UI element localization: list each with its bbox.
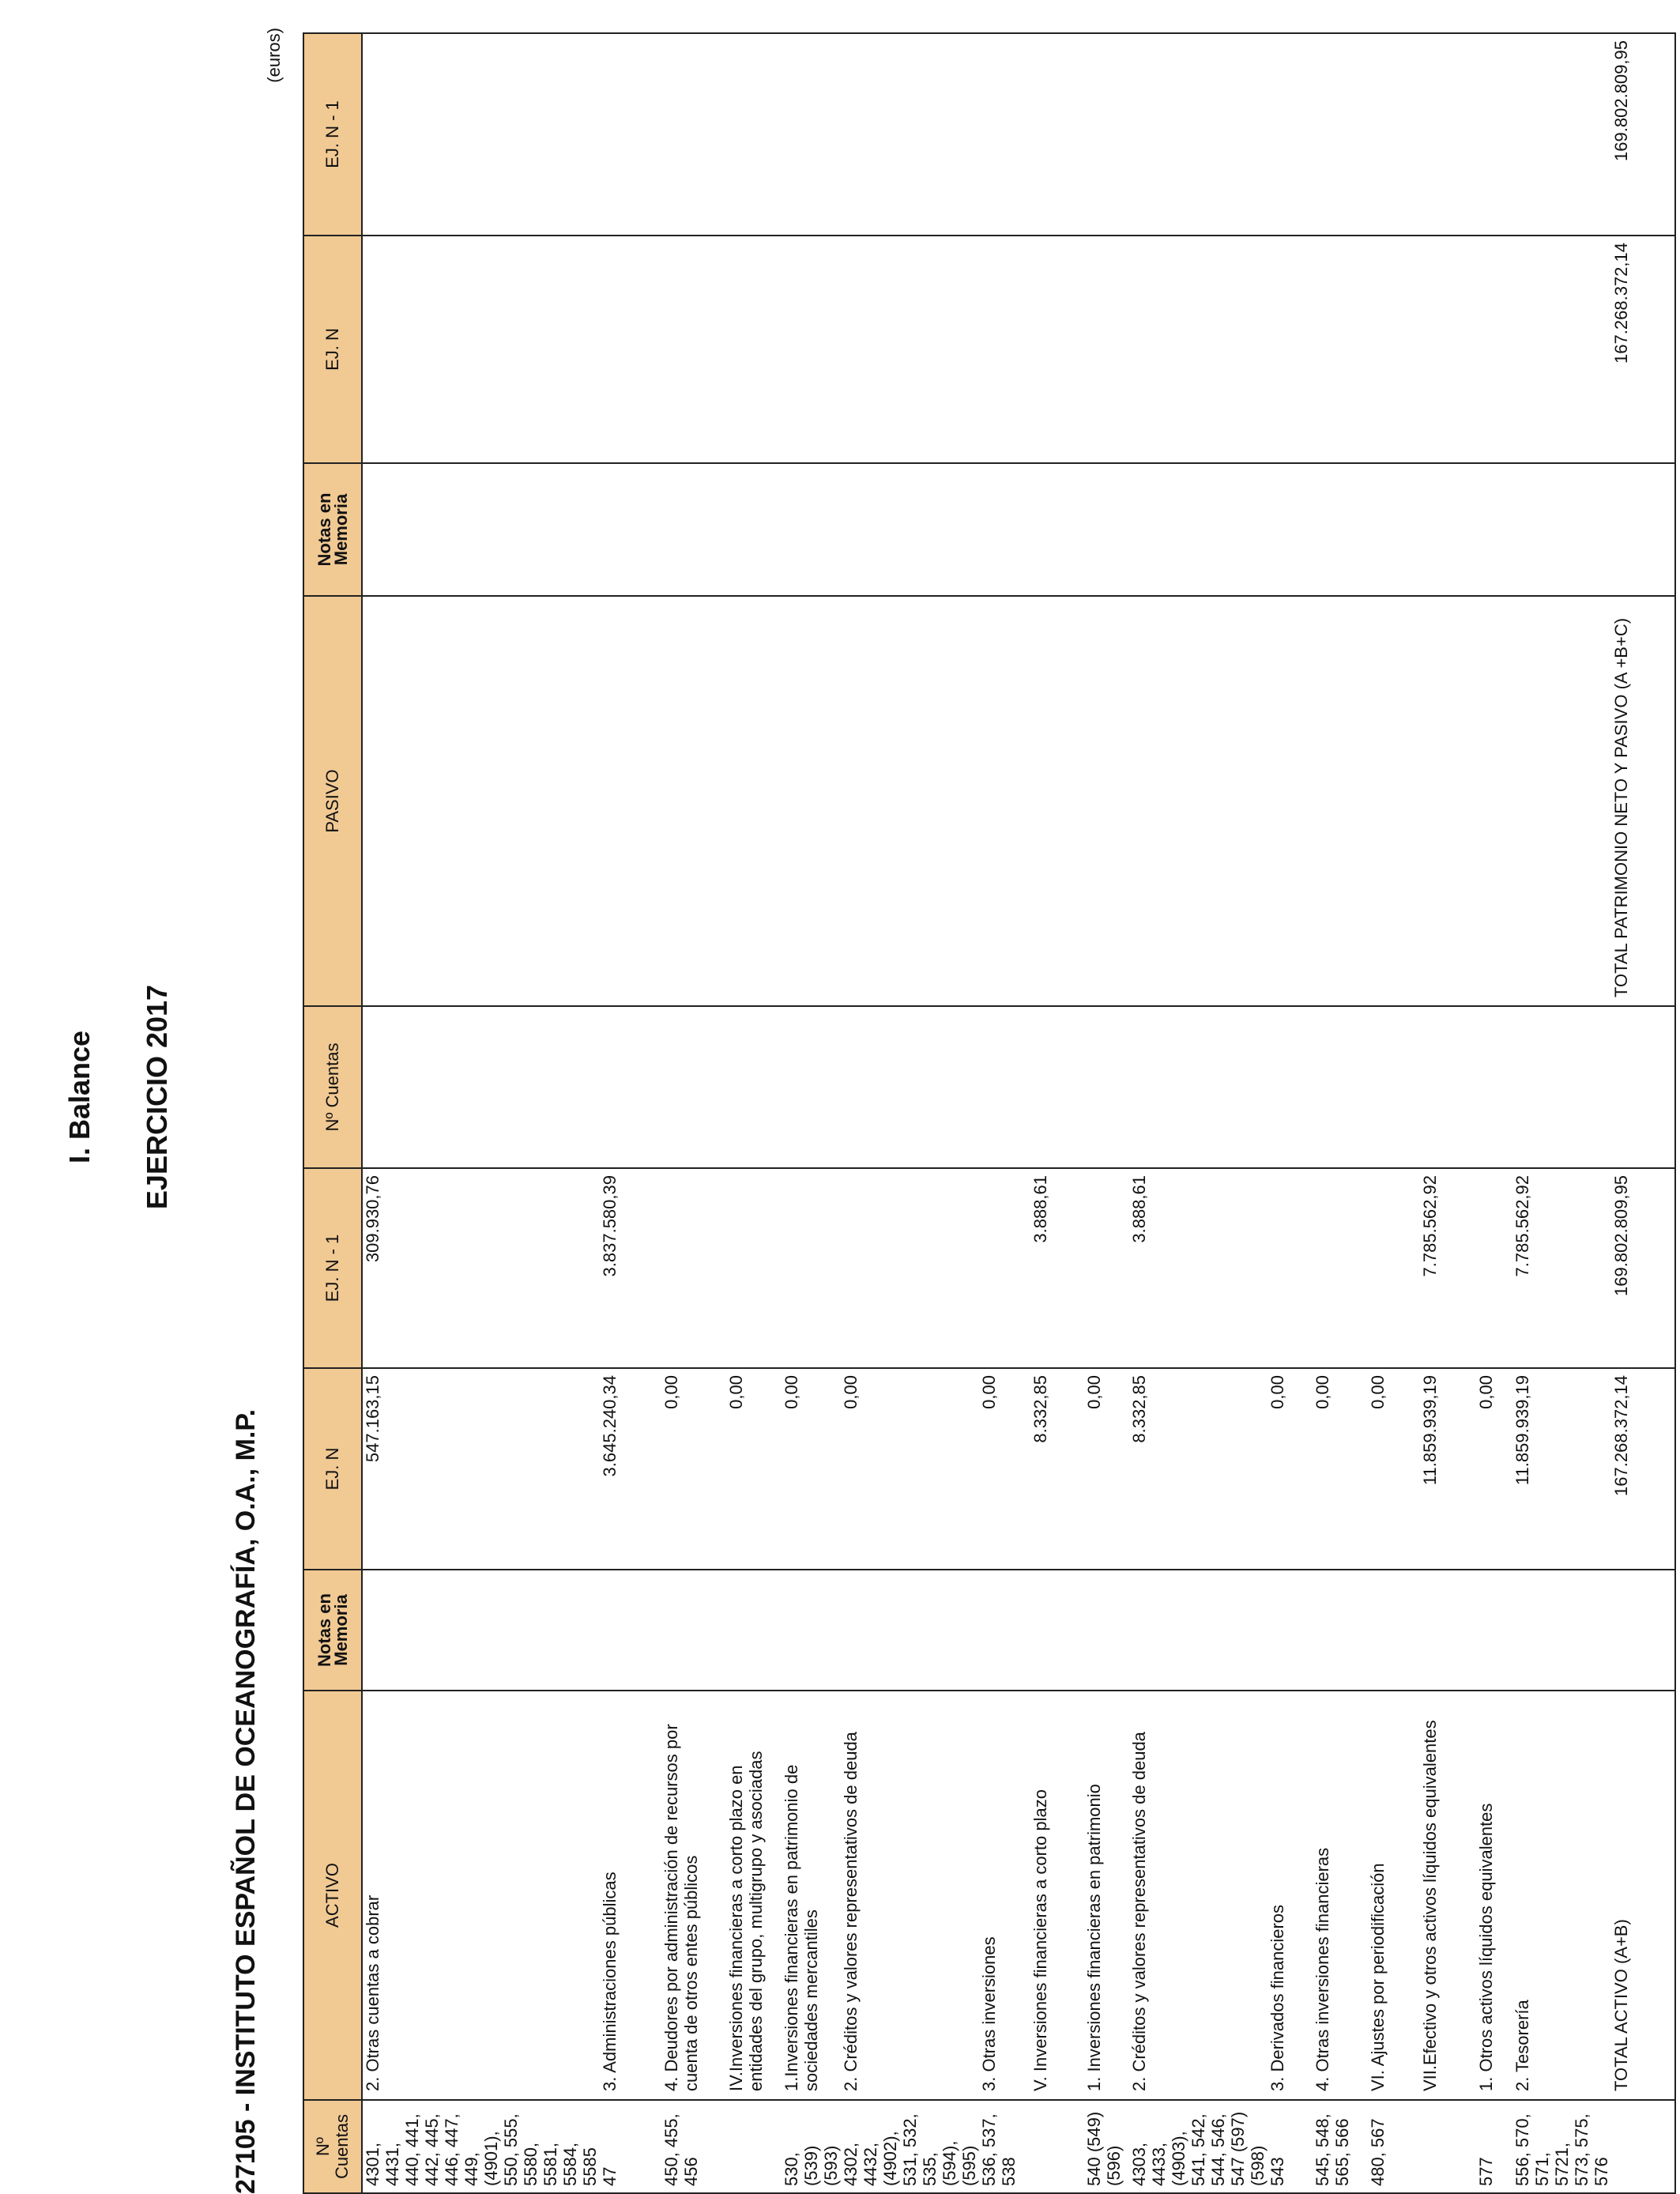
notas-cell	[1611, 1570, 1675, 1691]
notas-pasivo-cell	[600, 463, 661, 596]
activo-cell: VII.Efectivo y otros activos líquidos equivalentes	[1420, 1691, 1476, 2100]
table-row	[1476, 33, 1512, 2193]
ejn1-cell	[1084, 1168, 1129, 1368]
cuenta-cell: 47	[600, 2100, 661, 2193]
ejn1-pasivo-cell	[362, 33, 600, 236]
pasivo-cell	[362, 596, 600, 1006]
table-row	[979, 33, 1030, 2193]
table-row	[1084, 33, 1129, 2193]
notas-cell	[782, 1570, 841, 1691]
ejn1-pasivo-cell	[1084, 33, 1129, 236]
cuenta-cell: 4303, 4433, (4903), 541, 542, 544, 546, 547 (597) (598)	[1129, 2100, 1268, 2193]
pasivo-cell	[1420, 596, 1476, 1006]
cuenta-cell: 4302, 4432, (4902), 531, 532, 535, (594), (595)	[841, 2100, 979, 2193]
page-subtitle: EJERCICIO 2017	[141, 984, 173, 1210]
ejn-cell: 11.859.939,19	[1512, 1368, 1611, 1570]
table-row	[600, 33, 661, 2193]
cuenta-cell: 545, 548, 565, 566	[1313, 2100, 1368, 2193]
notas-pasivo-cell	[1420, 463, 1476, 596]
notas-cell	[841, 1570, 979, 1691]
col-header-pasivo: PASIVO	[303, 596, 362, 1006]
notas-pasivo-cell	[1030, 463, 1084, 596]
cuenta-cell	[1420, 2100, 1476, 2193]
notas-cell	[1084, 1570, 1129, 1691]
ejn1-cell	[1268, 1168, 1313, 1368]
table-row	[1030, 33, 1084, 2193]
notas-pasivo-cell	[841, 463, 979, 596]
ejn-pasivo-cell	[1268, 236, 1313, 463]
ejn1-pasivo-cell	[841, 33, 979, 236]
notas-pasivo-cell	[1084, 463, 1129, 596]
ejn-pasivo-cell	[362, 236, 600, 463]
activo-cell: 2. Otras cuentas a cobrar	[362, 1691, 600, 2100]
notas-pasivo-cell	[1129, 463, 1268, 596]
cuenta-pasivo-cell	[362, 1006, 600, 1168]
ejn-pasivo-cell	[1476, 236, 1512, 463]
ejn1-pasivo-cell	[1129, 33, 1268, 236]
cuenta-cell	[1611, 2100, 1675, 2193]
ejn-cell: 0,00	[1084, 1368, 1129, 1570]
ejn1-cell: 7.785.562,92	[1512, 1168, 1611, 1368]
ejn1-pasivo-cell	[1420, 33, 1476, 236]
table-row	[1368, 33, 1420, 2193]
table-row	[1611, 33, 1675, 2193]
cuenta-cell: 577	[1476, 2100, 1512, 2193]
activo-cell: 2. Créditos y valores representativos de deuda	[1129, 1691, 1268, 2100]
ejn1-cell	[1476, 1168, 1512, 1368]
ejn1-cell: 3.888,61	[1129, 1168, 1268, 1368]
ejn-pasivo-cell	[1368, 236, 1420, 463]
cuenta-cell: 530, (539) (593)	[782, 2100, 841, 2193]
cuenta-pasivo-cell	[1512, 1006, 1611, 1168]
ejn1-cell: 3.837.580,39	[600, 1168, 661, 1368]
ejn1-pasivo-cell: 169.802.809,95	[1611, 33, 1675, 236]
notas-cell	[362, 1570, 600, 1691]
cuenta-pasivo-cell	[782, 1006, 841, 1168]
cuenta-cell	[1030, 2100, 1084, 2193]
ejn1-cell	[979, 1168, 1030, 1368]
table-row	[1512, 33, 1611, 2193]
ejn-cell: 11.859.939,19	[1420, 1368, 1476, 1570]
notas-pasivo-cell	[1313, 463, 1368, 596]
activo-cell: 4. Otras inversiones financieras	[1313, 1691, 1368, 2100]
activo-cell: 2. Tesorería	[1512, 1691, 1611, 2100]
cuenta-pasivo-cell	[979, 1006, 1030, 1168]
cuenta-pasivo-cell	[600, 1006, 661, 1168]
activo-cell: 1.Inversiones financieras en patrimonio de sociedades mercantiles	[782, 1691, 841, 2100]
page-title: I. Balance	[63, 1030, 96, 1164]
cuenta-pasivo-cell	[1476, 1006, 1512, 1168]
table-row	[1313, 33, 1368, 2193]
notas-cell	[1368, 1570, 1420, 1691]
cuenta-pasivo-cell	[726, 1006, 782, 1168]
ejn-pasivo-cell	[726, 236, 782, 463]
ejn-cell: 0,00	[1368, 1368, 1420, 1570]
ejn-cell: 0,00	[782, 1368, 841, 1570]
notas-cell	[1476, 1570, 1512, 1691]
pasivo-cell	[1368, 596, 1420, 1006]
notas-cell	[600, 1570, 661, 1691]
cuenta-cell: 480, 567	[1368, 2100, 1420, 2193]
notas-pasivo-cell	[1476, 463, 1512, 596]
ejn-cell: 8.332,85	[1030, 1368, 1084, 1570]
cuenta-pasivo-cell	[1611, 1006, 1675, 1168]
col-header-ejn: EJ. N	[303, 1368, 362, 1570]
ejn1-cell: 3.888,61	[1030, 1168, 1084, 1368]
pasivo-cell	[726, 596, 782, 1006]
ejn-cell: 8.332,85	[1129, 1368, 1268, 1570]
ejn-pasivo-cell	[1030, 236, 1084, 463]
ejn-pasivo-cell	[1084, 236, 1129, 463]
table-row	[782, 33, 841, 2193]
ejn1-pasivo-cell	[1268, 33, 1313, 236]
ejn-cell: 0,00	[1476, 1368, 1512, 1570]
ejn1-cell: 309.930,76	[362, 1168, 600, 1368]
ejn-pasivo-cell	[1420, 236, 1476, 463]
ejn1-pasivo-cell	[1512, 33, 1611, 236]
cuenta-cell: 450, 455, 456	[661, 2100, 726, 2193]
table-row	[841, 33, 979, 2193]
notas-cell	[661, 1570, 726, 1691]
col-header-cuentas-pasivo: Nº Cuentas	[303, 1006, 362, 1168]
cuenta-pasivo-cell	[841, 1006, 979, 1168]
notas-pasivo-cell	[1512, 463, 1611, 596]
notas-pasivo-cell	[979, 463, 1030, 596]
notas-cell	[726, 1570, 782, 1691]
ejn1-cell: 7.785.562,92	[1420, 1168, 1476, 1368]
pasivo-cell	[1476, 596, 1512, 1006]
pasivo-cell	[600, 596, 661, 1006]
notas-cell	[1313, 1570, 1368, 1691]
pasivo-cell: TOTAL PATRIMONIO NETO Y PASIVO (A +B+C)	[1611, 596, 1675, 1006]
ejn1-cell	[726, 1168, 782, 1368]
table-row	[1129, 33, 1268, 2193]
balance-table	[303, 32, 1676, 2194]
ejn1-pasivo-cell	[600, 33, 661, 236]
ejn1-cell	[1368, 1168, 1420, 1368]
cuenta-cell: 556, 570, 571, 5721, 573, 575, 576	[1512, 2100, 1611, 2193]
ejn1-pasivo-cell	[726, 33, 782, 236]
ejn-cell: 0,00	[1313, 1368, 1368, 1570]
ejn1-cell	[841, 1168, 979, 1368]
ejn-pasivo-cell	[661, 236, 726, 463]
ejn-cell: 0,00	[726, 1368, 782, 1570]
col-header-ejn-pasivo: EJ. N	[303, 236, 362, 463]
ejn1-pasivo-cell	[1313, 33, 1368, 236]
ejn1-pasivo-cell	[1030, 33, 1084, 236]
ejn-pasivo-cell	[1129, 236, 1268, 463]
activo-cell: TOTAL ACTIVO (A+B)	[1611, 1691, 1675, 2100]
activo-cell: VI. Ajustes por periodificación	[1368, 1691, 1420, 2100]
ejn1-cell	[782, 1168, 841, 1368]
ejn-pasivo-cell	[1313, 236, 1368, 463]
cuenta-pasivo-cell	[1313, 1006, 1368, 1168]
activo-cell: 3. Derivados financieros	[1268, 1691, 1313, 2100]
ejn-cell: 3.645.240,34	[600, 1368, 661, 1570]
pasivo-cell	[782, 596, 841, 1006]
activo-cell: 2. Créditos y valores representativos de deuda	[841, 1691, 979, 2100]
cuenta-pasivo-cell	[661, 1006, 726, 1168]
cuenta-cell: 536, 537, 538	[979, 2100, 1030, 2193]
activo-cell: 3. Otras inversiones	[979, 1691, 1030, 2100]
table-row	[726, 33, 782, 2193]
notas-pasivo-cell	[1268, 463, 1313, 596]
units-label: (euros)	[264, 28, 284, 83]
activo-cell: IV.Inversiones financieras a corto plazo en entidades del grupo, multigrupo y asociadas	[726, 1691, 782, 2100]
cuenta-cell: 543	[1268, 2100, 1313, 2193]
cuenta-cell	[726, 2100, 782, 2193]
entity-title: 27105 - INSTITUTO ESPAÑOL DE OCEANOGRAFÍA, O.A., M.P.	[231, 1408, 261, 2194]
ejn-pasivo-cell: 167.268.372,14	[1611, 236, 1675, 463]
ejn1-pasivo-cell	[661, 33, 726, 236]
cuenta-pasivo-cell	[1084, 1006, 1129, 1168]
activo-cell: 4. Deudores por administración de recursos por cuenta de otros entes públicos	[661, 1691, 726, 2100]
pasivo-cell	[661, 596, 726, 1006]
notas-cell	[1420, 1570, 1476, 1691]
ejn1-pasivo-cell	[1476, 33, 1512, 236]
col-header-ejn1-pasivo: EJ. N - 1	[303, 33, 362, 236]
col-header-notas: Notas en Memoria	[303, 1570, 362, 1691]
ejn1-cell	[661, 1168, 726, 1368]
cuenta-cell: 4301, 4431, 440, 441, 442, 445, 446, 447, 449, (4901), 550, 555, 5580, 5581, 5584, 5585	[362, 2100, 600, 2193]
cuenta-cell: 540 (549) (596)	[1084, 2100, 1129, 2193]
pasivo-cell	[1512, 596, 1611, 1006]
pasivo-cell	[1084, 596, 1129, 1006]
activo-cell: V. Inversiones financieras a corto plazo	[1030, 1691, 1084, 2100]
ejn1-cell: 169.802.809,95	[1611, 1168, 1675, 1368]
notas-cell	[1030, 1570, 1084, 1691]
notas-pasivo-cell	[661, 463, 726, 596]
activo-cell: 1. Inversiones financieras en patrimonio	[1084, 1691, 1129, 2100]
header-row	[303, 33, 362, 2193]
notas-cell	[1512, 1570, 1611, 1691]
ejn-cell: 0,00	[979, 1368, 1030, 1570]
ejn-pasivo-cell	[1512, 236, 1611, 463]
ejn1-cell	[1313, 1168, 1368, 1368]
col-header-cuentas: Nº Cuentas	[303, 2100, 362, 2193]
ejn-cell: 0,00	[841, 1368, 979, 1570]
ejn1-pasivo-cell	[1368, 33, 1420, 236]
table-row	[1268, 33, 1313, 2193]
notas-pasivo-cell	[362, 463, 600, 596]
notas-cell	[1129, 1570, 1268, 1691]
pasivo-cell	[1030, 596, 1084, 1006]
notas-pasivo-cell	[1368, 463, 1420, 596]
notas-cell	[979, 1570, 1030, 1691]
cuenta-pasivo-cell	[1420, 1006, 1476, 1168]
pasivo-cell	[1129, 596, 1268, 1006]
table-row	[362, 33, 600, 2193]
ejn1-pasivo-cell	[782, 33, 841, 236]
activo-cell: 3. Administraciones públicas	[600, 1691, 661, 2100]
pasivo-cell	[841, 596, 979, 1006]
ejn-cell: 547.163,15	[362, 1368, 600, 1570]
ejn-cell: 0,00	[661, 1368, 726, 1570]
activo-cell: 1. Otros activos líquidos equivalentes	[1476, 1691, 1512, 2100]
ejn-cell: 0,00	[1268, 1368, 1313, 1570]
ejn-pasivo-cell	[979, 236, 1030, 463]
col-header-activo: ACTIVO	[303, 1691, 362, 2100]
pasivo-cell	[1268, 596, 1313, 1006]
cuenta-pasivo-cell	[1268, 1006, 1313, 1168]
col-header-notas-pasivo: Notas en Memoria	[303, 463, 362, 596]
cuenta-pasivo-cell	[1129, 1006, 1268, 1168]
notas-pasivo-cell	[726, 463, 782, 596]
notas-cell	[1268, 1570, 1313, 1691]
col-header-ejn1: EJ. N - 1	[303, 1168, 362, 1368]
notas-pasivo-cell	[1611, 463, 1675, 596]
ejn1-pasivo-cell	[979, 33, 1030, 236]
ejn-cell: 167.268.372,14	[1611, 1368, 1675, 1570]
cuenta-pasivo-cell	[1368, 1006, 1420, 1168]
pasivo-cell	[979, 596, 1030, 1006]
ejn-pasivo-cell	[600, 236, 661, 463]
cuenta-pasivo-cell	[1030, 1006, 1084, 1168]
ejn-pasivo-cell	[841, 236, 979, 463]
table-row	[661, 33, 726, 2193]
notas-pasivo-cell	[782, 463, 841, 596]
pasivo-cell	[1313, 596, 1368, 1006]
table-row	[1420, 33, 1476, 2193]
ejn-pasivo-cell	[782, 236, 841, 463]
